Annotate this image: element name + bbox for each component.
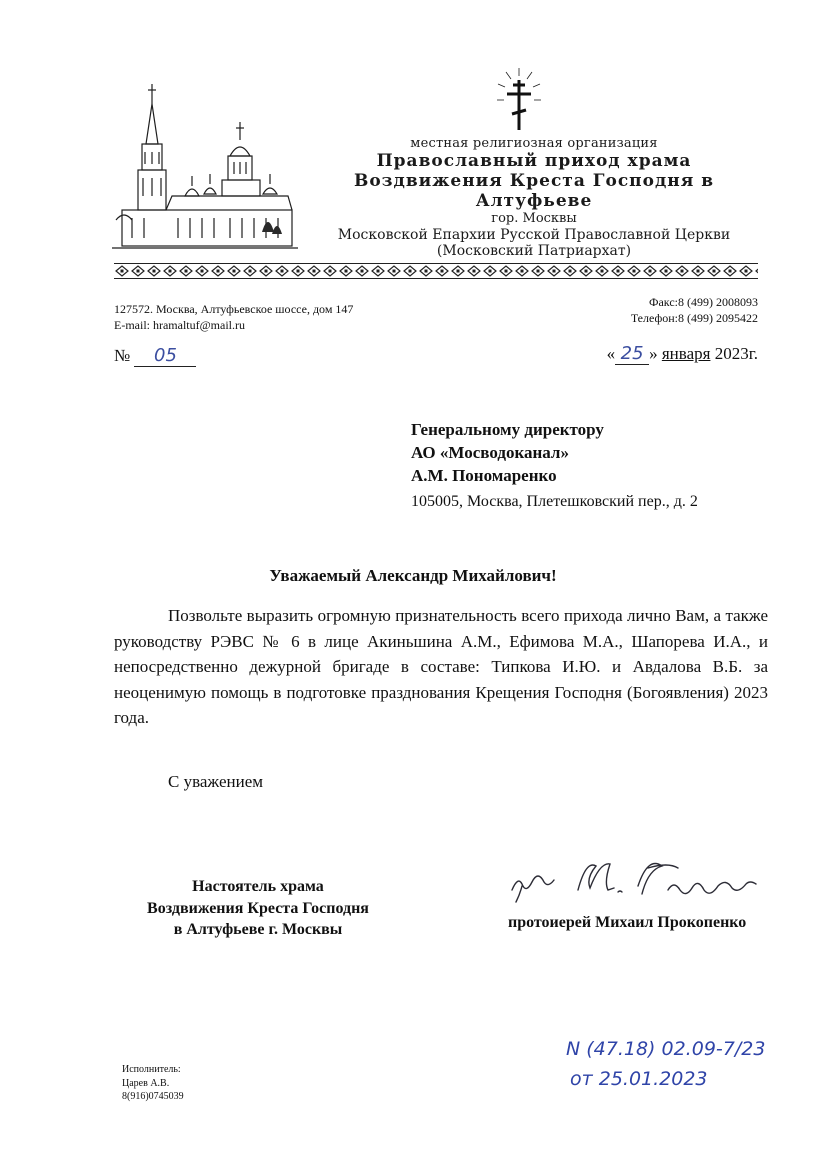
org-diocese: Московской Епархии Русской Православной Церкви <box>337 226 731 243</box>
executor-name: Царев А.В. <box>122 1077 170 1089</box>
letter-body <box>114 603 768 731</box>
signatory-position <box>120 876 396 941</box>
executor-info <box>122 1063 184 1104</box>
greeting: Уважаемый Александр Михайлович! <box>269 566 557 585</box>
closing: С уважением <box>168 772 264 791</box>
recipient-address: 105005, Москва, Плетешковский пер., д. 2 <box>411 493 698 510</box>
registration-stamp <box>566 1030 792 1094</box>
handwritten-signature <box>508 856 770 904</box>
orthodox-cross-icon <box>496 68 542 134</box>
recipient-company: АО «Мосводоканал» <box>411 443 569 462</box>
outgoing-number <box>114 345 196 367</box>
number-label: № <box>114 346 131 365</box>
registration-number: N (47.18) 02.09-7/23 <box>566 1038 766 1060</box>
org-patriarchate: (Московский Патриархат) <box>436 243 632 260</box>
org-name-line2: Воздвижения Креста Господня в Алтуфьеве <box>353 171 715 212</box>
date-year: 2023г. <box>714 344 758 363</box>
org-city: гор. Москвы <box>491 211 577 227</box>
signatory-name: протоиерей Михаил Прокопенко <box>508 914 747 931</box>
phone-number: Телефон:8 (499) 2095422 <box>630 311 758 325</box>
org-name-line1: Православный приход храма <box>376 151 692 172</box>
date-month: января <box>661 344 711 363</box>
position-line-1: Настоятель храма <box>192 878 324 895</box>
fax-number: Факс:8 (499) 2008093 <box>649 295 758 309</box>
position-line-2: Воздвижения Креста Господня <box>147 899 369 917</box>
body-text: Позвольте выразить огромную признательность всего прихода лично Вам, а также руководству РЭВС № 6 в лице Акиньшина А.М., Ефимова М.А., Шапорева И.А., и непосредственно дежурной бригаде в составе: Типкова И.Ю. и Авдалова В.Б. за неоценимую помощь в подготовке празднования Крещения Господня (Богоявления) 2023 года. <box>114 606 768 728</box>
executor-label: Исполнитель: <box>122 1064 181 1075</box>
ornamental-divider <box>114 262 758 280</box>
postal-address: 127572. Москва, Алтуфьевское шоссе, дом 147 <box>114 302 354 316</box>
letterhead-block <box>300 136 768 260</box>
letter-date <box>607 343 758 365</box>
registration-date: от 25.01.2023 <box>570 1068 708 1090</box>
date-open-quote: « <box>606 344 616 363</box>
org-type: местная религиозная организация <box>410 136 658 151</box>
date-day: 25 <box>615 343 649 365</box>
contacts-left <box>114 301 353 333</box>
contacts-right <box>631 294 758 326</box>
date-close-quote: » <box>649 344 658 363</box>
recipient-position: Генеральному директору <box>411 420 604 439</box>
position-line-3: в Алтуфьеве г. Москвы <box>173 921 343 938</box>
recipient-name: А.М. Пономаренко <box>411 466 557 485</box>
recipient-block <box>411 418 604 487</box>
executor-phone: 8(916)0745039 <box>122 1091 184 1102</box>
email-address: E-mail: hramaltuf@mail.ru <box>114 318 246 332</box>
church-logo <box>112 82 298 252</box>
number-value: 05 <box>134 345 196 367</box>
